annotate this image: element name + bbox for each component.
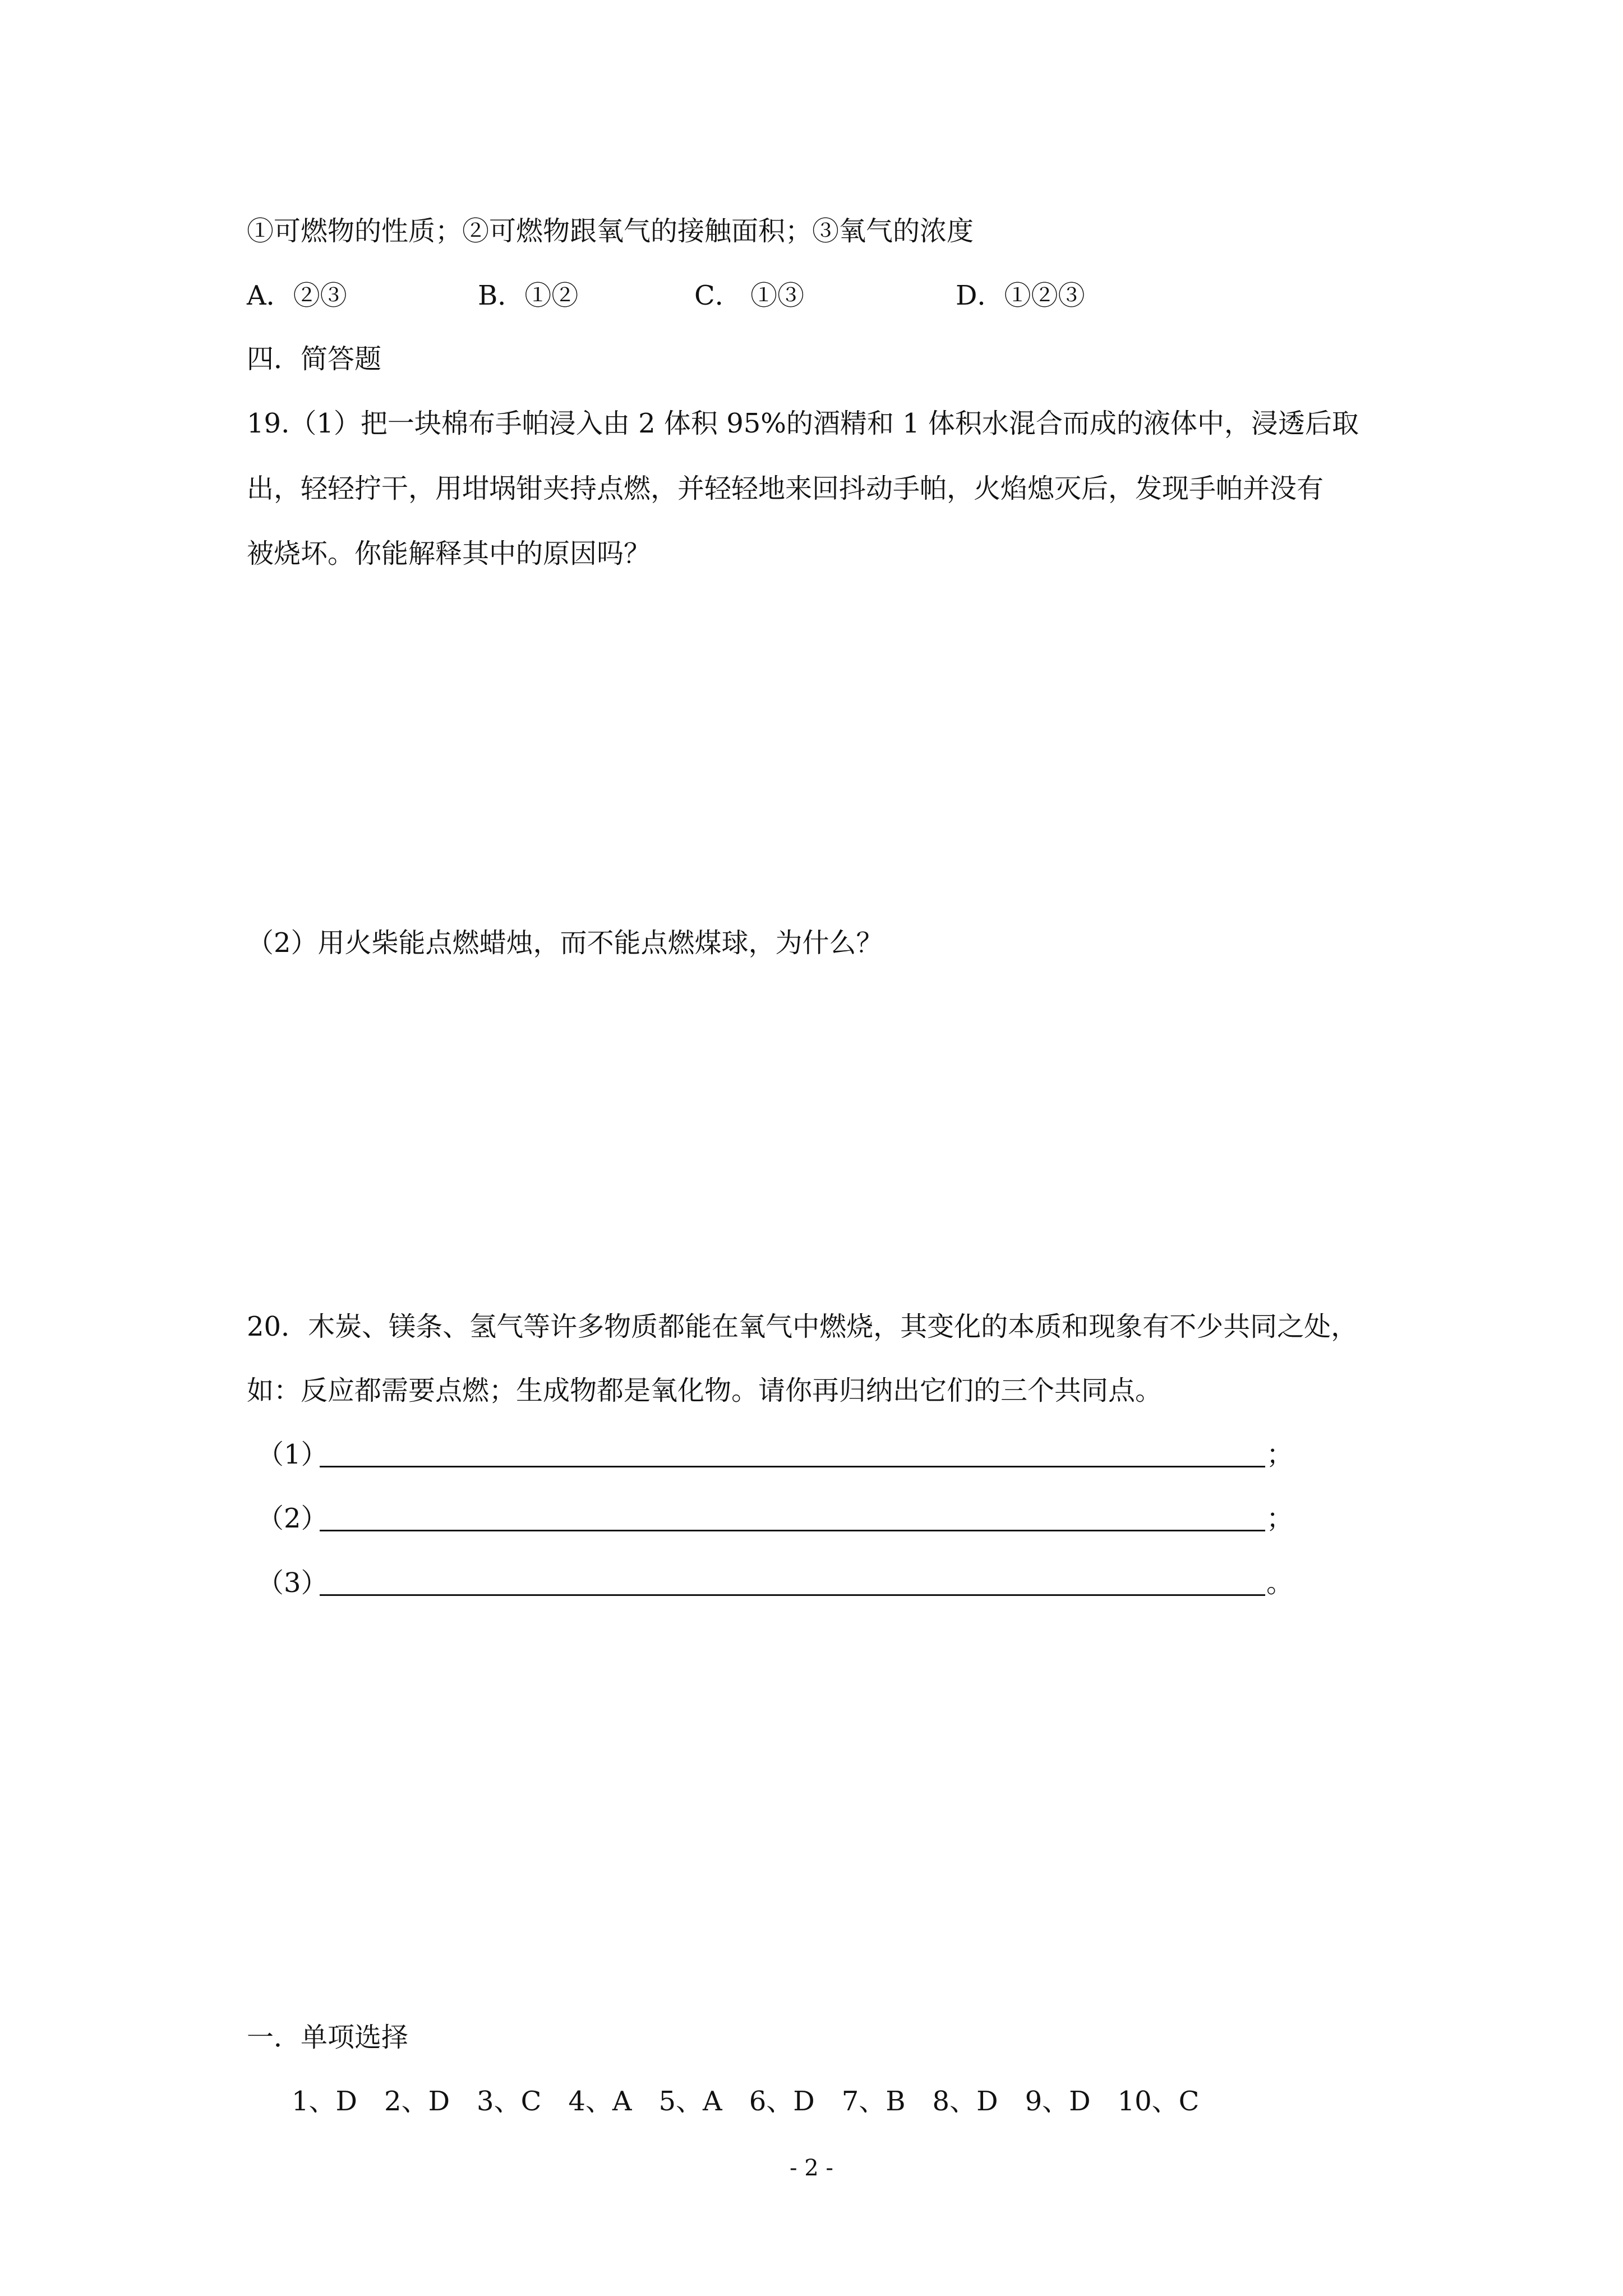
answers-line: 1、D 2、D 3、C 4、A 5、A 6、D 7、B 8、D 9、D 10、C <box>292 2086 1200 2117</box>
blank-number: （1） <box>257 1439 328 1470</box>
q20-line2: 如：反应都需要点燃；生成物都是氧化物。请你再归纳出它们的三个共同点。 <box>247 1375 1163 1406</box>
blank-number: （2） <box>257 1503 328 1534</box>
option-d: D．①②③ <box>956 280 1085 311</box>
q20-line1: 20．木炭、镁条、氢气等许多物质都能在氧气中燃烧，其变化的本质和现象有不少共同之处， <box>247 1311 1358 1342</box>
answer-blank-line[interactable] <box>320 1466 1265 1467</box>
section-title-short-answer: 四．简答题 <box>247 343 382 375</box>
q19-part1-line3: 被烧坏。你能解释其中的原因吗？ <box>247 538 651 569</box>
blank-punctuation: ； <box>1266 1439 1294 1470</box>
option-b: B．①② <box>478 280 579 311</box>
option-a: A．②③ <box>247 280 347 311</box>
answer-blank-line[interactable] <box>320 1594 1265 1596</box>
blank-punctuation: 。 <box>1266 1567 1294 1599</box>
q19-part1-line2: 出，轻轻拧干，用坩埚钳夹持点燃，并轻轻地来回抖动手帕，火焰熄灭后，发现手帕并没有 <box>247 473 1324 504</box>
answers-section-title: 一．单项选择 <box>247 2022 409 2053</box>
blank-number: （3） <box>257 1567 328 1599</box>
option-c: C． ①③ <box>694 280 804 311</box>
blank-punctuation: ； <box>1266 1503 1294 1534</box>
answer-blank-line[interactable] <box>320 1530 1265 1531</box>
q18-items-line: ①可燃物的性质；②可燃物跟氧气的接触面积；③氧气的浓度 <box>247 215 974 247</box>
q19-part1-line1: 19.（1）把一块棉布手帕浸入由 2 体积 95%的酒精和 1 体积水混合而成的液体中，浸透后取 <box>247 408 1359 439</box>
page-number: - 2 - <box>790 2155 833 2181</box>
q19-part2: （2）用火柴能点燃蜡烛，而不能点燃煤球，为什么？ <box>247 927 883 959</box>
